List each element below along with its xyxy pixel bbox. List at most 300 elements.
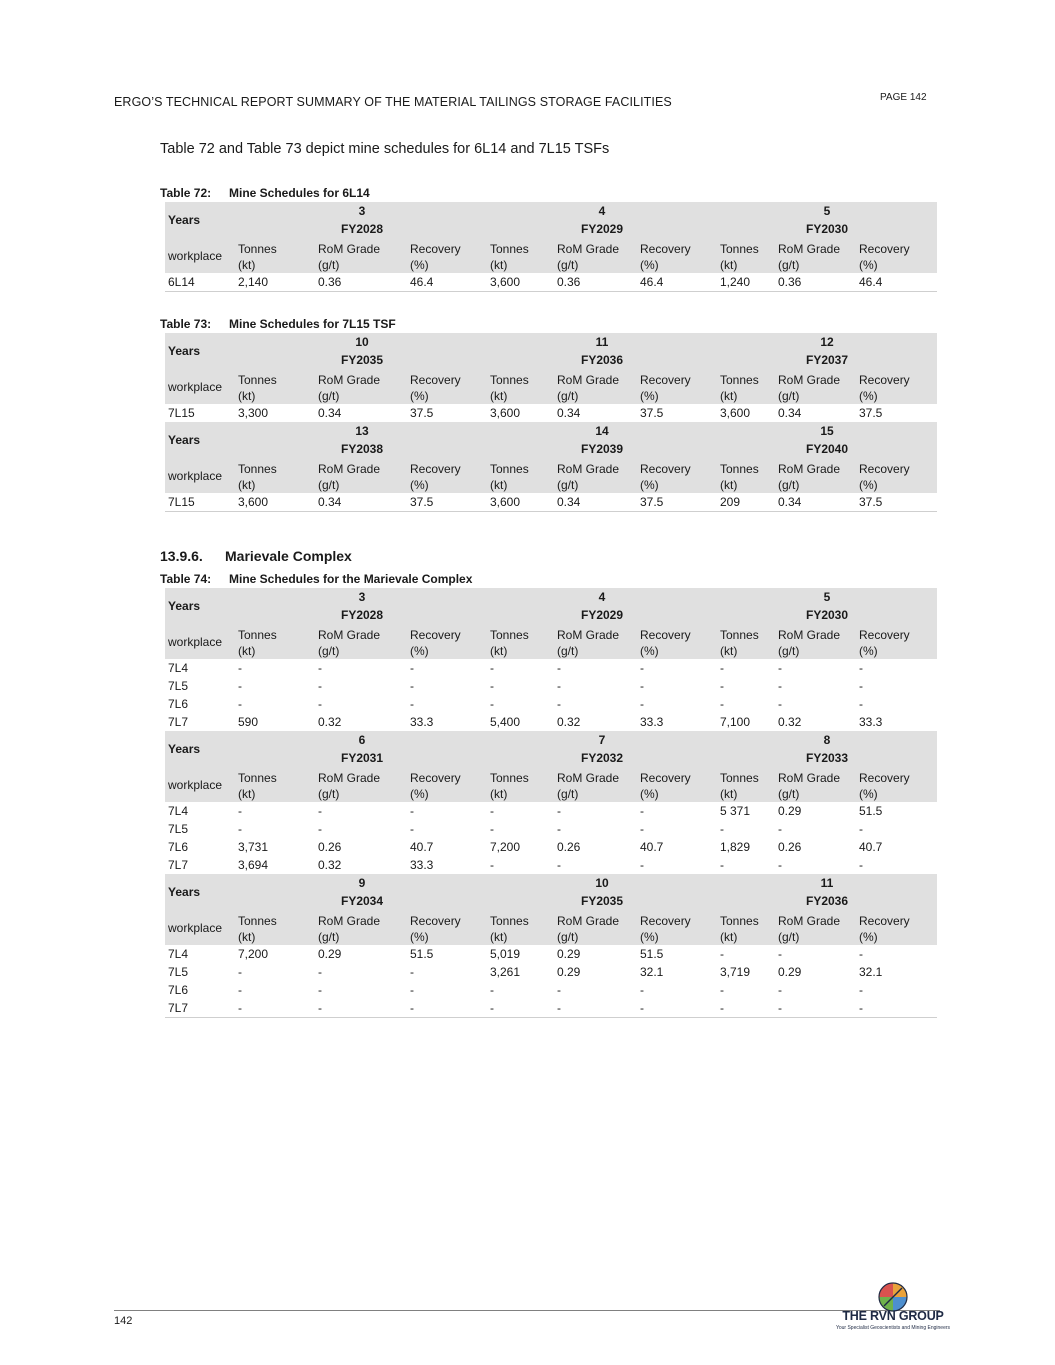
column-header-name: Tonnes	[238, 462, 277, 476]
year-number: 6	[358, 733, 366, 747]
column-header-unit: (%)	[859, 930, 878, 944]
column-header	[720, 770, 759, 802]
column-header	[490, 461, 529, 493]
table-cell: 3,600	[238, 495, 269, 509]
column-header-unit: (kt)	[490, 787, 508, 801]
table-cell: -	[410, 804, 414, 818]
column-header-name: RoM Grade	[557, 242, 620, 256]
table-row	[165, 820, 937, 838]
table-cell: 32.1	[859, 965, 883, 979]
column-header-unit: (g/t)	[557, 258, 579, 272]
table-cell: -	[557, 822, 561, 836]
column-header-unit: (g/t)	[778, 389, 800, 403]
table-cell: -	[410, 697, 414, 711]
table-row	[165, 981, 937, 999]
column-header	[859, 770, 910, 802]
workplace-cell: 6L14	[168, 275, 195, 289]
table-cell: -	[778, 697, 782, 711]
table-cell: -	[238, 697, 242, 711]
fiscal-year: FY2029	[580, 608, 624, 622]
column-header	[557, 372, 619, 404]
years-label: Years	[168, 885, 201, 899]
table-row	[165, 493, 937, 511]
column-header	[859, 241, 910, 273]
workplace-cell: 7L6	[168, 697, 189, 711]
column-header-unit: (%)	[859, 478, 878, 492]
table-cell: -	[410, 661, 414, 675]
workplace-cell: 7L4	[168, 661, 189, 675]
table-73	[165, 333, 937, 512]
column-header-name: Tonnes	[238, 373, 277, 387]
year-number: 8	[823, 733, 831, 747]
table-cell: -	[640, 697, 644, 711]
column-header-unit: (g/t)	[557, 930, 579, 944]
table-cell: -	[640, 983, 644, 997]
column-header-unit: (kt)	[238, 478, 256, 492]
logo-tagline: Your Specialist Geoscientists and Mining Engineers	[835, 1325, 951, 1331]
table-cell: -	[720, 947, 724, 961]
table-cell: -	[557, 983, 561, 997]
column-header-name: RoM Grade	[557, 771, 620, 785]
workplace-label: workplace	[168, 380, 223, 394]
column-header-name: Recovery	[410, 242, 461, 256]
table-cell: -	[557, 679, 561, 693]
table-cell: 5 371	[720, 804, 751, 818]
column-header-unit: (kt)	[238, 787, 256, 801]
table-cell: 0.32	[778, 715, 802, 729]
column-header	[490, 627, 529, 659]
workplace-cell: 7L7	[168, 715, 189, 729]
table-cell: 0.29	[557, 965, 581, 979]
column-header	[778, 913, 840, 945]
column-header-unit: (%)	[640, 478, 659, 492]
table-cell: 0.29	[778, 804, 802, 818]
column-header	[720, 627, 759, 659]
table-cell: 0.32	[557, 715, 581, 729]
table-cell: 3,694	[238, 858, 269, 872]
column-header	[720, 913, 759, 945]
table-cell: 0.29	[318, 947, 342, 961]
column-header-name: Tonnes	[490, 771, 529, 785]
table-cell: 46.4	[640, 275, 664, 289]
workplace-cell: 7L4	[168, 804, 189, 818]
column-header	[238, 241, 277, 273]
column-header-name: Recovery	[640, 628, 691, 642]
column-header	[640, 627, 691, 659]
table-cell: -	[640, 679, 644, 693]
column-header	[720, 461, 759, 493]
caption-number: Table 72:	[160, 186, 212, 200]
years-label: Years	[168, 742, 201, 756]
column-header	[640, 913, 691, 945]
column-header	[640, 461, 691, 493]
column-header-name: RoM Grade	[557, 914, 620, 928]
table-73-caption	[160, 317, 396, 331]
column-header-name: Recovery	[859, 914, 910, 928]
column-header	[640, 372, 691, 404]
table-cell: -	[557, 697, 561, 711]
column-header	[318, 461, 380, 493]
column-header-name: RoM Grade	[778, 462, 841, 476]
table-cell: 0.29	[557, 947, 581, 961]
table-cell: -	[490, 822, 494, 836]
page-label: PAGE 142	[880, 92, 927, 103]
table-cell: 3,600	[490, 495, 521, 509]
table-cell: -	[318, 697, 322, 711]
fiscal-year: FY2037	[805, 353, 849, 367]
fiscal-year: FY2035	[580, 894, 624, 908]
fiscal-year: FY2034	[340, 894, 384, 908]
column-header-unit: (%)	[640, 644, 659, 658]
column-header	[778, 627, 840, 659]
column-header-unit: (%)	[640, 930, 659, 944]
table-74-caption	[160, 572, 472, 586]
column-header	[410, 913, 461, 945]
fiscal-year: FY2036	[580, 353, 624, 367]
table-cell: 0.36	[318, 275, 342, 289]
column-header-unit: (kt)	[490, 258, 508, 272]
years-row	[165, 333, 937, 369]
column-header	[238, 372, 277, 404]
column-header-name: Recovery	[410, 462, 461, 476]
table-row	[165, 963, 937, 981]
table-cell: -	[859, 822, 863, 836]
table-cell: 0.26	[778, 840, 802, 854]
table-cell: -	[859, 1001, 863, 1015]
table-row	[165, 659, 937, 677]
table-cell: -	[859, 947, 863, 961]
column-header-name: Tonnes	[490, 914, 529, 928]
years-row	[165, 874, 937, 910]
column-header-unit: (kt)	[720, 930, 738, 944]
years-row	[165, 588, 937, 624]
column-header-name: Recovery	[640, 462, 691, 476]
table-cell: -	[238, 965, 242, 979]
table-cell: -	[640, 804, 644, 818]
year-number: 12	[820, 335, 834, 349]
table-cell: -	[778, 983, 782, 997]
fiscal-year: FY2035	[340, 353, 384, 367]
table-cell: 590	[238, 715, 259, 729]
column-header-name: Recovery	[859, 771, 910, 785]
column-header-name: RoM Grade	[318, 242, 381, 256]
years-label: Years	[168, 344, 201, 358]
column-header-unit: (g/t)	[557, 389, 579, 403]
table-cell: -	[720, 1001, 724, 1015]
column-header-name: Recovery	[640, 771, 691, 785]
column-header-row	[165, 624, 937, 659]
column-header	[557, 770, 619, 802]
column-header-unit: (%)	[410, 787, 429, 801]
column-header	[720, 372, 759, 404]
column-header-unit: (g/t)	[557, 478, 579, 492]
table-cell: -	[490, 804, 494, 818]
column-header	[238, 461, 277, 493]
table-cell: 3,600	[720, 406, 751, 420]
column-header	[410, 770, 461, 802]
table-cell: 51.5	[640, 947, 664, 961]
workplace-cell: 7L15	[168, 406, 195, 420]
column-header	[410, 372, 461, 404]
table-cell: 37.5	[640, 406, 664, 420]
table-cell: 0.34	[318, 495, 342, 509]
table-cell: -	[557, 1001, 561, 1015]
footer-page-number: 142	[114, 1315, 133, 1327]
table-cell: 37.5	[859, 495, 883, 509]
table-cell: -	[859, 858, 863, 872]
table-row	[165, 856, 937, 874]
table-cell: 209	[720, 495, 741, 509]
column-header-name: Recovery	[410, 373, 461, 387]
column-header-unit: (%)	[410, 389, 429, 403]
column-header-name: RoM Grade	[778, 242, 841, 256]
column-header	[318, 770, 380, 802]
column-header-unit: (g/t)	[318, 478, 340, 492]
table-cell: 3,600	[490, 406, 521, 420]
table-cell: -	[778, 679, 782, 693]
column-header	[490, 913, 529, 945]
year-number: 11	[595, 335, 609, 349]
column-header-unit: (kt)	[720, 389, 738, 403]
table-cell: 7,200	[238, 947, 269, 961]
table-cell: 2,140	[238, 275, 269, 289]
column-header	[410, 241, 461, 273]
table-cell: -	[410, 822, 414, 836]
column-header-name: RoM Grade	[318, 628, 381, 642]
column-header-unit: (kt)	[238, 389, 256, 403]
column-header-name: RoM Grade	[557, 373, 620, 387]
table-cell: -	[859, 679, 863, 693]
year-number: 3	[358, 590, 366, 604]
column-header	[859, 627, 910, 659]
workplace-label: workplace	[168, 778, 223, 792]
column-header	[490, 241, 529, 273]
table-cell: -	[318, 804, 322, 818]
table-cell: -	[778, 947, 782, 961]
column-header-name: Tonnes	[720, 914, 759, 928]
column-header	[557, 461, 619, 493]
table-72-caption	[160, 186, 370, 200]
fiscal-year: FY2029	[580, 222, 624, 236]
column-header-unit: (g/t)	[318, 389, 340, 403]
column-header	[238, 770, 277, 802]
column-header	[557, 241, 619, 273]
column-header-unit: (kt)	[238, 644, 256, 658]
years-row	[165, 202, 937, 238]
fiscal-year: FY2030	[805, 222, 849, 236]
table-cell: 37.5	[410, 406, 434, 420]
column-header	[778, 770, 840, 802]
table-cell: 1,240	[720, 275, 751, 289]
fiscal-year: FY2038	[340, 442, 384, 456]
column-header-name: RoM Grade	[778, 771, 841, 785]
table-cell: 7,200	[490, 840, 521, 854]
column-header	[859, 461, 910, 493]
column-header	[318, 913, 380, 945]
table-cell: -	[778, 1001, 782, 1015]
column-header-unit: (%)	[640, 787, 659, 801]
table-cell: 33.3	[410, 715, 434, 729]
table-cell: -	[238, 804, 242, 818]
table-cell: 3,300	[238, 406, 269, 420]
year-number: 5	[823, 204, 831, 218]
table-row	[165, 999, 937, 1017]
fiscal-year: FY2028	[340, 222, 384, 236]
column-header-unit: (%)	[410, 478, 429, 492]
column-header	[238, 913, 277, 945]
table-72	[165, 202, 937, 292]
table-cell: 46.4	[410, 275, 434, 289]
table-cell: -	[640, 858, 644, 872]
workplace-cell: 7L7	[168, 858, 189, 872]
table-cell: 0.32	[318, 858, 342, 872]
table-cell: 0.34	[318, 406, 342, 420]
table-cell: -	[720, 822, 724, 836]
table-cell: 40.7	[859, 840, 883, 854]
table-cell: -	[490, 983, 494, 997]
column-header	[778, 372, 840, 404]
table-cell: 33.3	[410, 858, 434, 872]
column-header-name: Recovery	[410, 628, 461, 642]
fiscal-year: FY2036	[805, 894, 849, 908]
column-header-unit: (kt)	[490, 930, 508, 944]
table-cell: 32.1	[640, 965, 664, 979]
table-cell: -	[490, 697, 494, 711]
column-header-row	[165, 458, 937, 493]
table-cell: 0.32	[318, 715, 342, 729]
column-header-name: Recovery	[410, 771, 461, 785]
column-header	[557, 627, 619, 659]
column-header-name: Tonnes	[720, 242, 759, 256]
column-header-unit: (g/t)	[557, 644, 579, 658]
column-header-unit: (%)	[859, 258, 878, 272]
column-header-name: RoM Grade	[318, 771, 381, 785]
column-header-unit: (g/t)	[318, 258, 340, 272]
table-cell: 5,400	[490, 715, 521, 729]
column-header-name: Recovery	[859, 242, 910, 256]
workplace-label: workplace	[168, 921, 223, 935]
fiscal-year: FY2033	[805, 751, 849, 765]
table-row	[165, 713, 937, 731]
table-cell: -	[238, 822, 242, 836]
workplace-cell: 7L15	[168, 495, 195, 509]
table-row	[165, 802, 937, 820]
column-header-unit: (g/t)	[778, 787, 800, 801]
column-header-row	[165, 767, 937, 802]
table-cell: -	[318, 679, 322, 693]
table-cell: -	[720, 983, 724, 997]
table-cell: -	[557, 661, 561, 675]
table-cell: -	[640, 661, 644, 675]
column-header-unit: (%)	[859, 787, 878, 801]
fiscal-year: FY2030	[805, 608, 849, 622]
column-header	[557, 913, 619, 945]
year-number: 5	[823, 590, 831, 604]
table-cell: 33.3	[859, 715, 883, 729]
column-header	[778, 241, 840, 273]
column-header-name: Tonnes	[720, 373, 759, 387]
table-cell: -	[238, 983, 242, 997]
workplace-cell: 7L7	[168, 1001, 189, 1015]
workplace-label: workplace	[168, 635, 223, 649]
year-number: 14	[595, 424, 609, 438]
table-row	[165, 695, 937, 713]
table-cell: 33.3	[640, 715, 664, 729]
table-cell: -	[778, 661, 782, 675]
column-header	[859, 913, 910, 945]
column-header	[778, 461, 840, 493]
fiscal-year: FY2032	[580, 751, 624, 765]
fiscal-year: FY2040	[805, 442, 849, 456]
table-cell: -	[410, 679, 414, 693]
table-cell: -	[490, 661, 494, 675]
rvn-group-logo	[834, 1282, 952, 1334]
column-header-row	[165, 238, 937, 273]
column-header-name: Tonnes	[238, 628, 277, 642]
table-cell: -	[318, 661, 322, 675]
table-cell: 3,600	[490, 275, 521, 289]
column-header-unit: (%)	[640, 258, 659, 272]
workplace-label: workplace	[168, 469, 223, 483]
workplace-cell: 7L6	[168, 840, 189, 854]
column-header-name: RoM Grade	[318, 462, 381, 476]
column-header-name: Recovery	[859, 628, 910, 642]
column-header-unit: (kt)	[720, 478, 738, 492]
column-header-unit: (g/t)	[318, 930, 340, 944]
table-cell: 0.26	[557, 840, 581, 854]
table-cell: -	[720, 679, 724, 693]
logo-circle-icon	[878, 1282, 908, 1312]
table-cell: -	[640, 1001, 644, 1015]
column-header-unit: (g/t)	[318, 644, 340, 658]
table-cell: 1,829	[720, 840, 751, 854]
column-header-unit: (g/t)	[778, 644, 800, 658]
column-header-unit: (%)	[640, 389, 659, 403]
column-header-unit: (g/t)	[557, 787, 579, 801]
column-header-unit: (g/t)	[778, 258, 800, 272]
column-header	[859, 372, 910, 404]
years-label: Years	[168, 599, 201, 613]
table-cell: 51.5	[410, 947, 434, 961]
column-header-name: RoM Grade	[778, 373, 841, 387]
table-row	[165, 838, 937, 856]
table-cell: 5,019	[490, 947, 521, 961]
fiscal-year: FY2028	[340, 608, 384, 622]
column-header-name: Tonnes	[490, 628, 529, 642]
column-header-name: RoM Grade	[557, 462, 620, 476]
logo-text: THE RVN GROUP	[842, 1309, 944, 1323]
section-title: Marievale Complex	[225, 548, 352, 564]
column-header	[640, 241, 691, 273]
table-cell: -	[778, 822, 782, 836]
column-header-unit: (%)	[859, 389, 878, 403]
column-header-name: Tonnes	[238, 771, 277, 785]
column-header-unit: (g/t)	[778, 930, 800, 944]
table-cell: 0.34	[778, 406, 802, 420]
column-header	[318, 627, 380, 659]
column-header-name: RoM Grade	[318, 373, 381, 387]
column-header-row	[165, 910, 937, 945]
table-row	[165, 677, 937, 695]
column-header-unit: (kt)	[238, 930, 256, 944]
column-header-unit: (g/t)	[778, 478, 800, 492]
table-cell: 7,100	[720, 715, 751, 729]
years-label: Years	[168, 213, 201, 227]
column-header	[640, 770, 691, 802]
column-header-name: RoM Grade	[778, 914, 841, 928]
column-header-name: RoM Grade	[557, 628, 620, 642]
workplace-cell: 7L6	[168, 983, 189, 997]
